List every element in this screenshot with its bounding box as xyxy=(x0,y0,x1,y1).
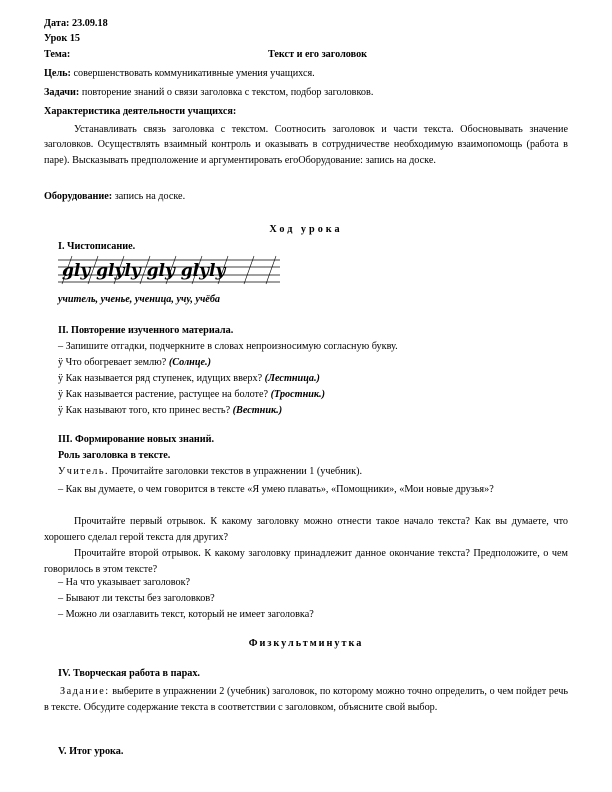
riddle-item: ÿ Как называют того, кто принес весть? (Вестник.) xyxy=(58,405,283,416)
tasks-label: Задачи: xyxy=(44,87,80,98)
tasks-line xyxy=(44,87,373,99)
task-paragraph xyxy=(44,684,568,715)
section2-title: II. Повторение изученного материала. xyxy=(58,325,234,336)
calligraphy-copybook xyxy=(58,254,280,290)
section4-title: IV. Творческая работа в парах. xyxy=(58,668,200,679)
question-4: – Можно ли озаглавить текст, который не имеет заголовка? xyxy=(58,609,314,620)
goal-label: Цель: xyxy=(44,68,71,79)
teacher-line xyxy=(58,466,362,478)
equipment-text: запись на доске. xyxy=(112,191,186,202)
riddle-item: ÿ Что обогревает землю? (Солнце.) xyxy=(58,357,211,368)
calligraphy-letters: gly glyly gly glyly xyxy=(62,261,226,281)
topic-label: Тема: xyxy=(44,49,71,60)
lesson-number: Урок 15 xyxy=(44,33,81,44)
bullet-icon: ÿ xyxy=(58,357,64,368)
riddle-item: ÿ Как называется растение, растущее на болоте? (Тростник.) xyxy=(58,389,325,400)
bullet-icon: ÿ xyxy=(58,405,64,416)
paragraph-1: Прочитайте первый отрывок. К какому заголовку можно отнести такое начало текста? Как вы думаете, что хорошего сделал герой текста для других? xyxy=(44,516,568,543)
task-text: выберите в упражнении 2 (учебник) заголовок, по которому можно точно определить, о чем пойдет речь в тексте. Обсудите содержание текста в соответствии с заголовком, объясните свой выбор. xyxy=(44,686,568,713)
riddle-item: ÿ Как называется ряд ступенек, идущих вверх? (Лестница.) xyxy=(58,373,320,384)
goal-line xyxy=(44,68,315,80)
tasks-text: повторение знаний о связи заголовка с текстом, подбор заголовков. xyxy=(79,87,374,98)
section3-subtitle: Роль заголовка в тексте. xyxy=(58,450,171,461)
question-2: – На что указывает заголовок? xyxy=(58,577,191,588)
task-label: Задание: xyxy=(60,686,110,697)
lesson-date: Дата: 23.09.18 xyxy=(44,18,108,29)
activity-label: Характеристика деятельности учащихся: xyxy=(44,106,237,117)
section3-title: III. Формирование новых знаний. xyxy=(58,434,215,445)
equipment-label: Оборудование: xyxy=(44,191,113,202)
topic-value: Текст и его заголовок xyxy=(268,49,368,60)
goal-text: совершенствовать коммуникативные умения учащихся. xyxy=(70,68,315,79)
bullet-icon: ÿ xyxy=(58,389,64,400)
bullet-icon: ÿ xyxy=(58,373,64,384)
lesson-plan-title: Ход урока xyxy=(269,224,343,235)
question-3: – Бывают ли тексты без заголовков? xyxy=(58,593,215,604)
equipment-line xyxy=(44,191,185,203)
copybook-words: учитель, ученье, ученица, учу, учёба xyxy=(58,294,220,305)
fizminutka-title: Физкультминутка xyxy=(248,638,364,649)
section2-intro: – Запишите отгадки, подчеркните в словах непроизносимую согласную букву. xyxy=(58,341,398,352)
activity-text: Устанавливать связь заголовка с текстом. Соотносить заголовок и части текста. Обосновывать значение заголовков. Осуществлять взаимный контроль и оказывать в сотрудничестве необходимую взаимопомощь (работа в паре). Высказывать предположение и аргументировать егоОборудование: запись на доске. xyxy=(44,124,568,166)
teacher-text: Прочитайте заголовки текстов в упражнении 1 (учебник). xyxy=(109,466,363,477)
section5-title: V. Итог урока. xyxy=(58,746,124,757)
section1-title: I. Чистописание. xyxy=(58,241,136,252)
teacher-label: Учитель. xyxy=(58,466,110,477)
paragraph-2: Прочитайте второй отрывок. К какому заголовку принадлежит данное окончание текста? Предположите, о чем говорилось в этом тексте? xyxy=(44,548,568,575)
question-1: – Как вы думаете, о чем говорится в тексте «Я умею плавать», «Помощники», «Мои новые друзья»? xyxy=(58,484,494,495)
